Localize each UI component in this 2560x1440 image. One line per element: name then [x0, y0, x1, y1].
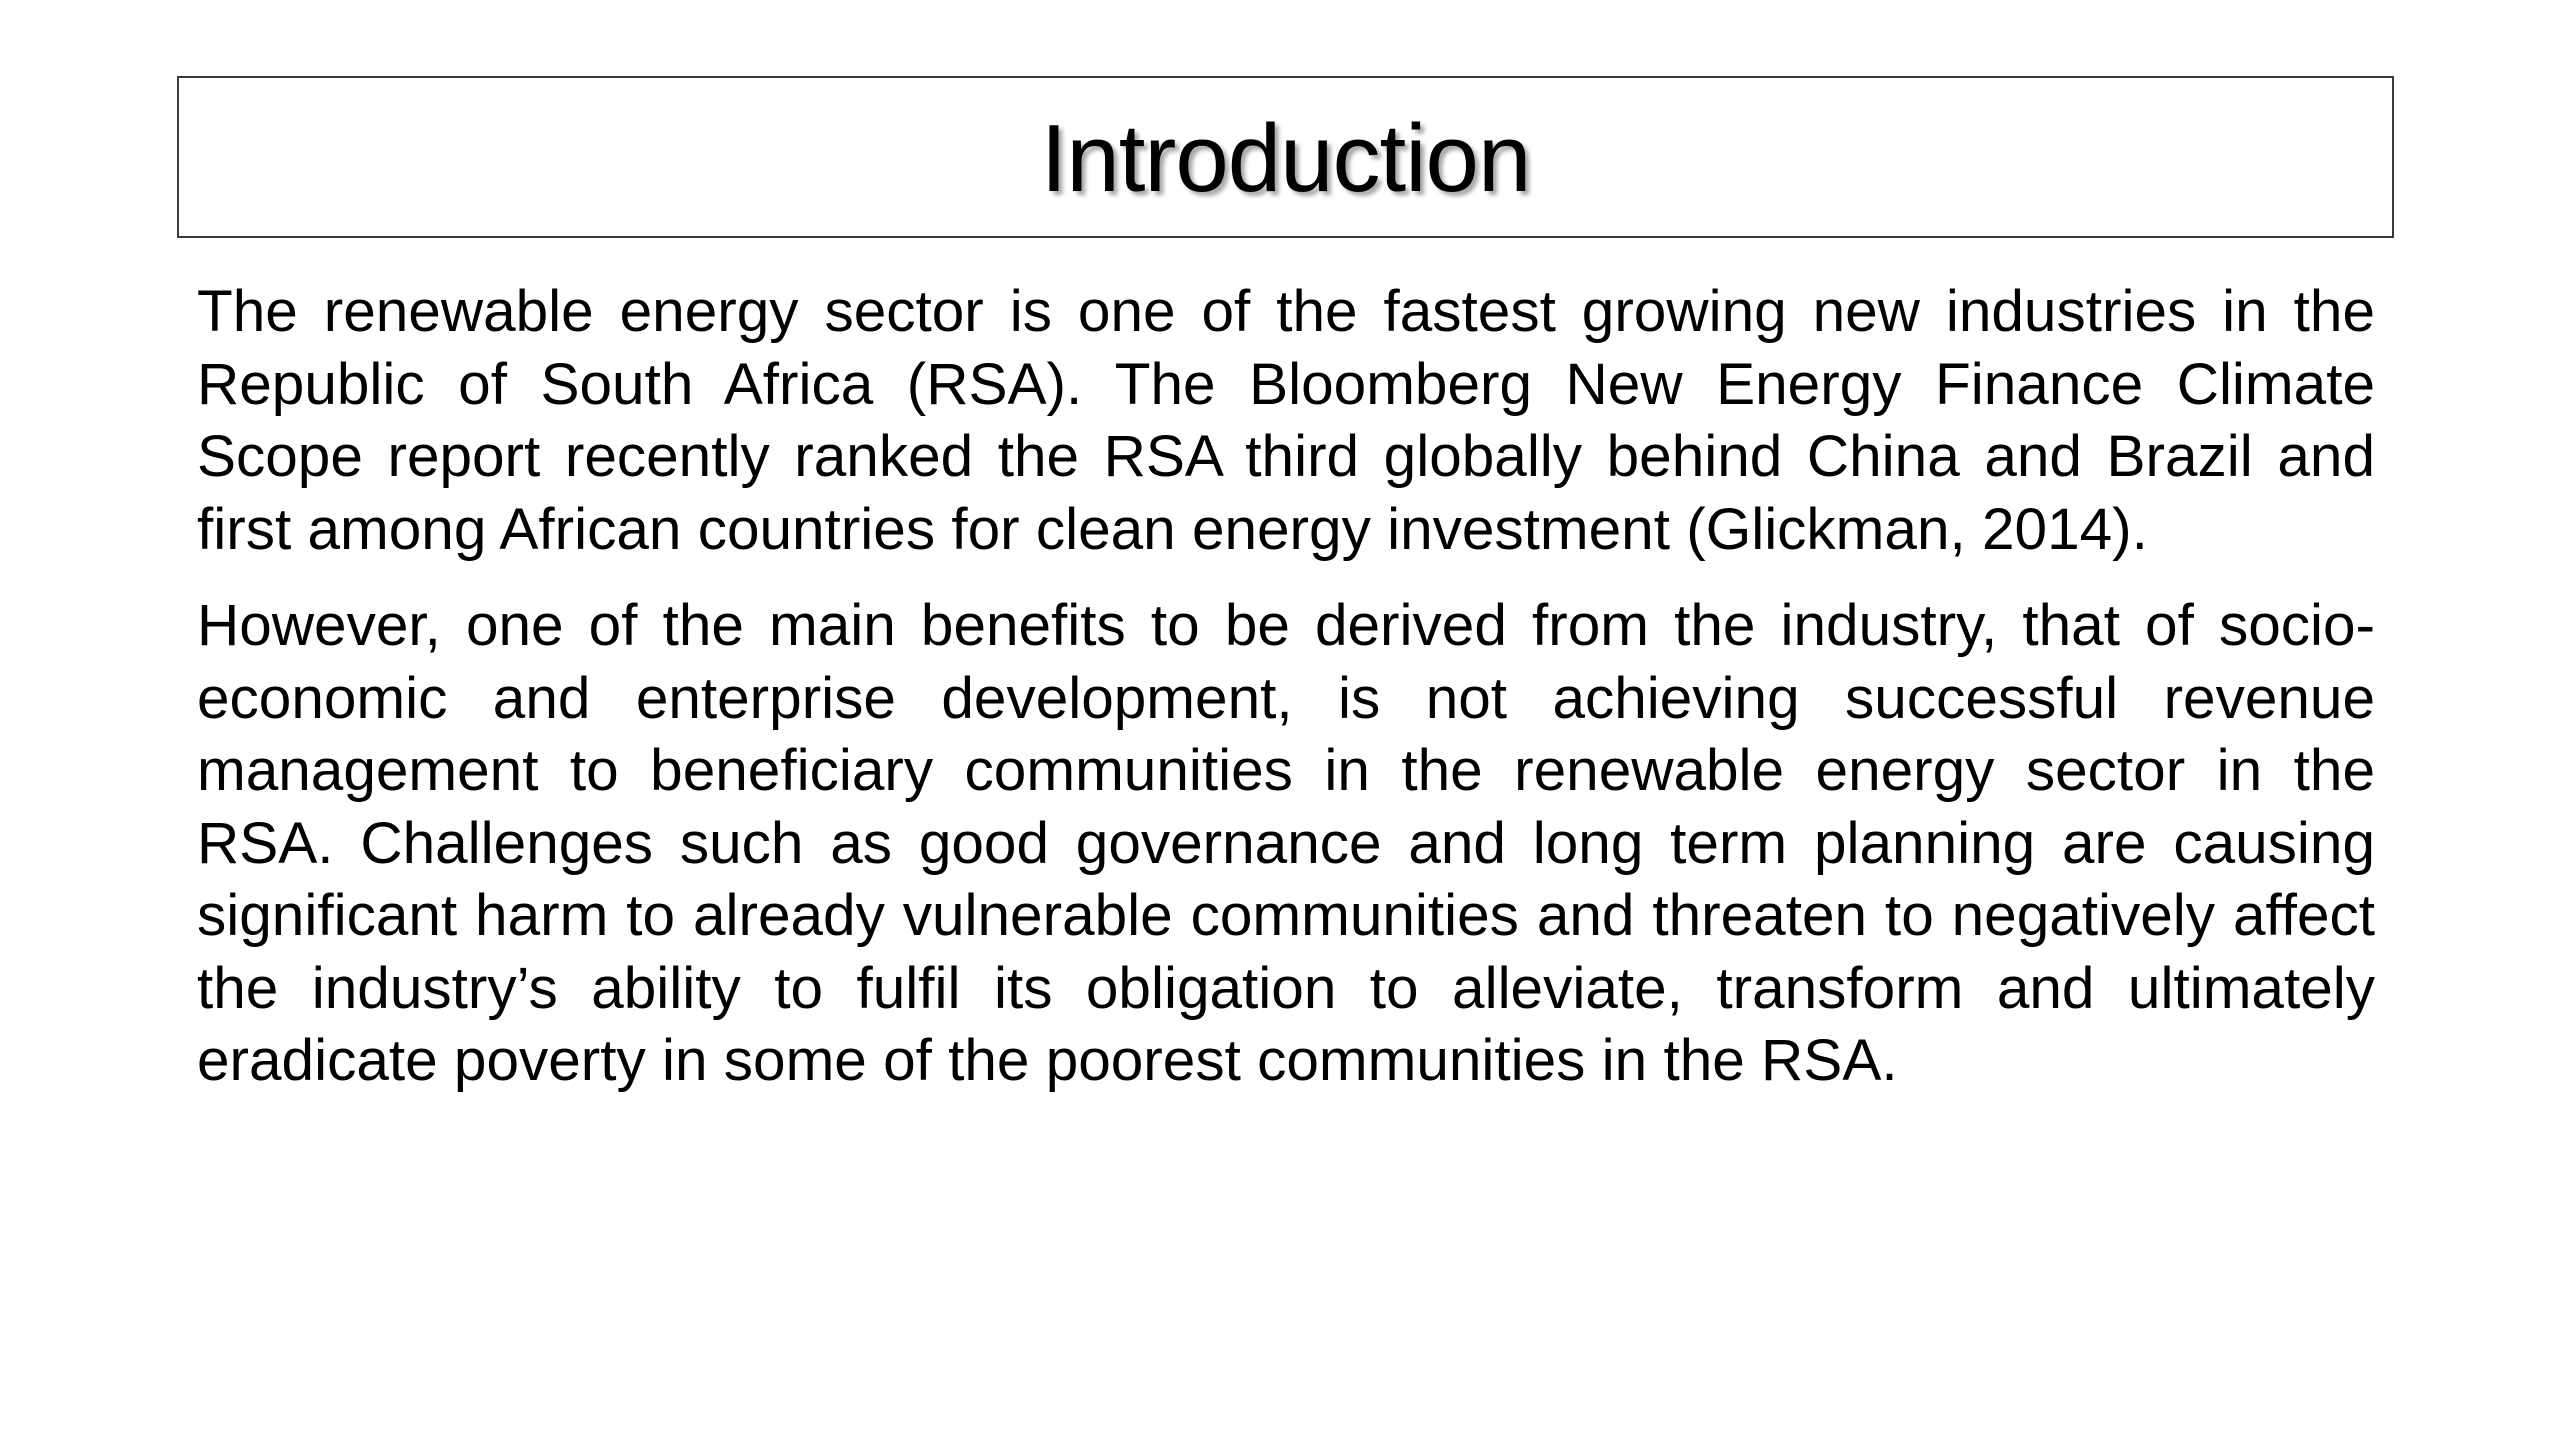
paragraph-2: However, one of the main benefits to be derived from the industry, that of socio-economic and enterprise development, is not achieving successful revenue management to beneficiary communities in the renewable energy sector in the RSA. Challenges such as good governance and long term planning are causing significant harm to already vulnerable communities and threaten to negatively affect the industry’s ability to fulfil its obligation to alleviate, transform and ultimately eradicate poverty in some of the poorest communities in the RSA.: [197, 593, 2375, 1093]
slide-body: [197, 276, 2375, 1098]
paragraph-1: The renewable energy sector is one of the fastest growing new industries in the Republic of South Africa (RSA). The Bloomberg New Energy Finance Climate Scope report recently ranked the RSA third globally behind China and Brazil and first among African countries for clean energy investment (Glickman, 2014).: [197, 279, 2375, 562]
slide-title: Introduction: [1040, 105, 1531, 212]
title-box: [177, 76, 2394, 238]
